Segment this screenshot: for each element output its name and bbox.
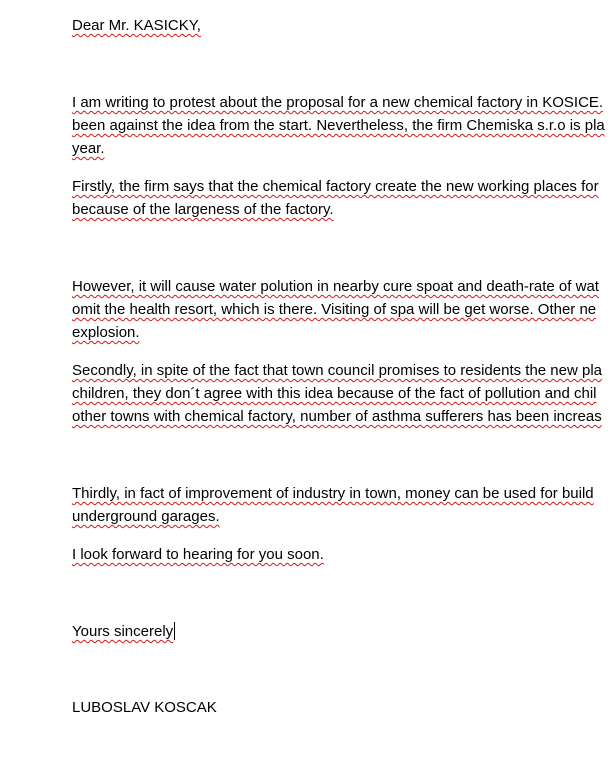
closing-text: Yours sincerely [72,623,174,640]
closing-line [72,622,175,642]
signature: LUBOSLAV KOSCAK [72,699,217,716]
paragraph-1-line-2: been against the idea from the start. Nevertheless, the firm Chemiska s.r.o is pla [72,117,605,134]
paragraph-3-line-1: However, it will cause water polution in nearby cure spoat and death-rate of wat [72,278,599,295]
paragraph-2-line-2: because of the largeness of the factory. [72,201,334,218]
paragraph-4-line-1: Secondly, in spite of the fact that town council promises to residents the new pla [72,362,603,379]
paragraph-1-line-3: year. [72,140,105,157]
paragraph-5-line-1: Thirdly, in fact of improvement of industry in town, money can be used for build [72,485,594,502]
text-cursor [174,622,175,640]
paragraph-2-line-1: Firstly, the firm says that the chemical factory create the new working places for [72,178,599,195]
paragraph-6: I look forward to hearing for you soon. [72,546,324,563]
paragraph-5-line-2: underground garages. [72,508,220,525]
paragraph-3-line-2: omit the health resort, which is there. Visiting of spa will be get worse. Other ne [72,301,597,318]
paragraph-3-line-3: explosion. [72,324,140,341]
paragraph-4-line-3: other towns with chemical factory, number of asthma sufferers has been increas [72,408,602,425]
salutation: Dear Mr. KASICKY, [72,17,201,34]
paragraph-1-line-1: I am writing to protest about the proposal for a new chemical factory in KOSICE. [72,94,604,111]
paragraph-4-line-2: children, they don´t agree with this idea because of the fact of pollution and chil [72,385,597,402]
